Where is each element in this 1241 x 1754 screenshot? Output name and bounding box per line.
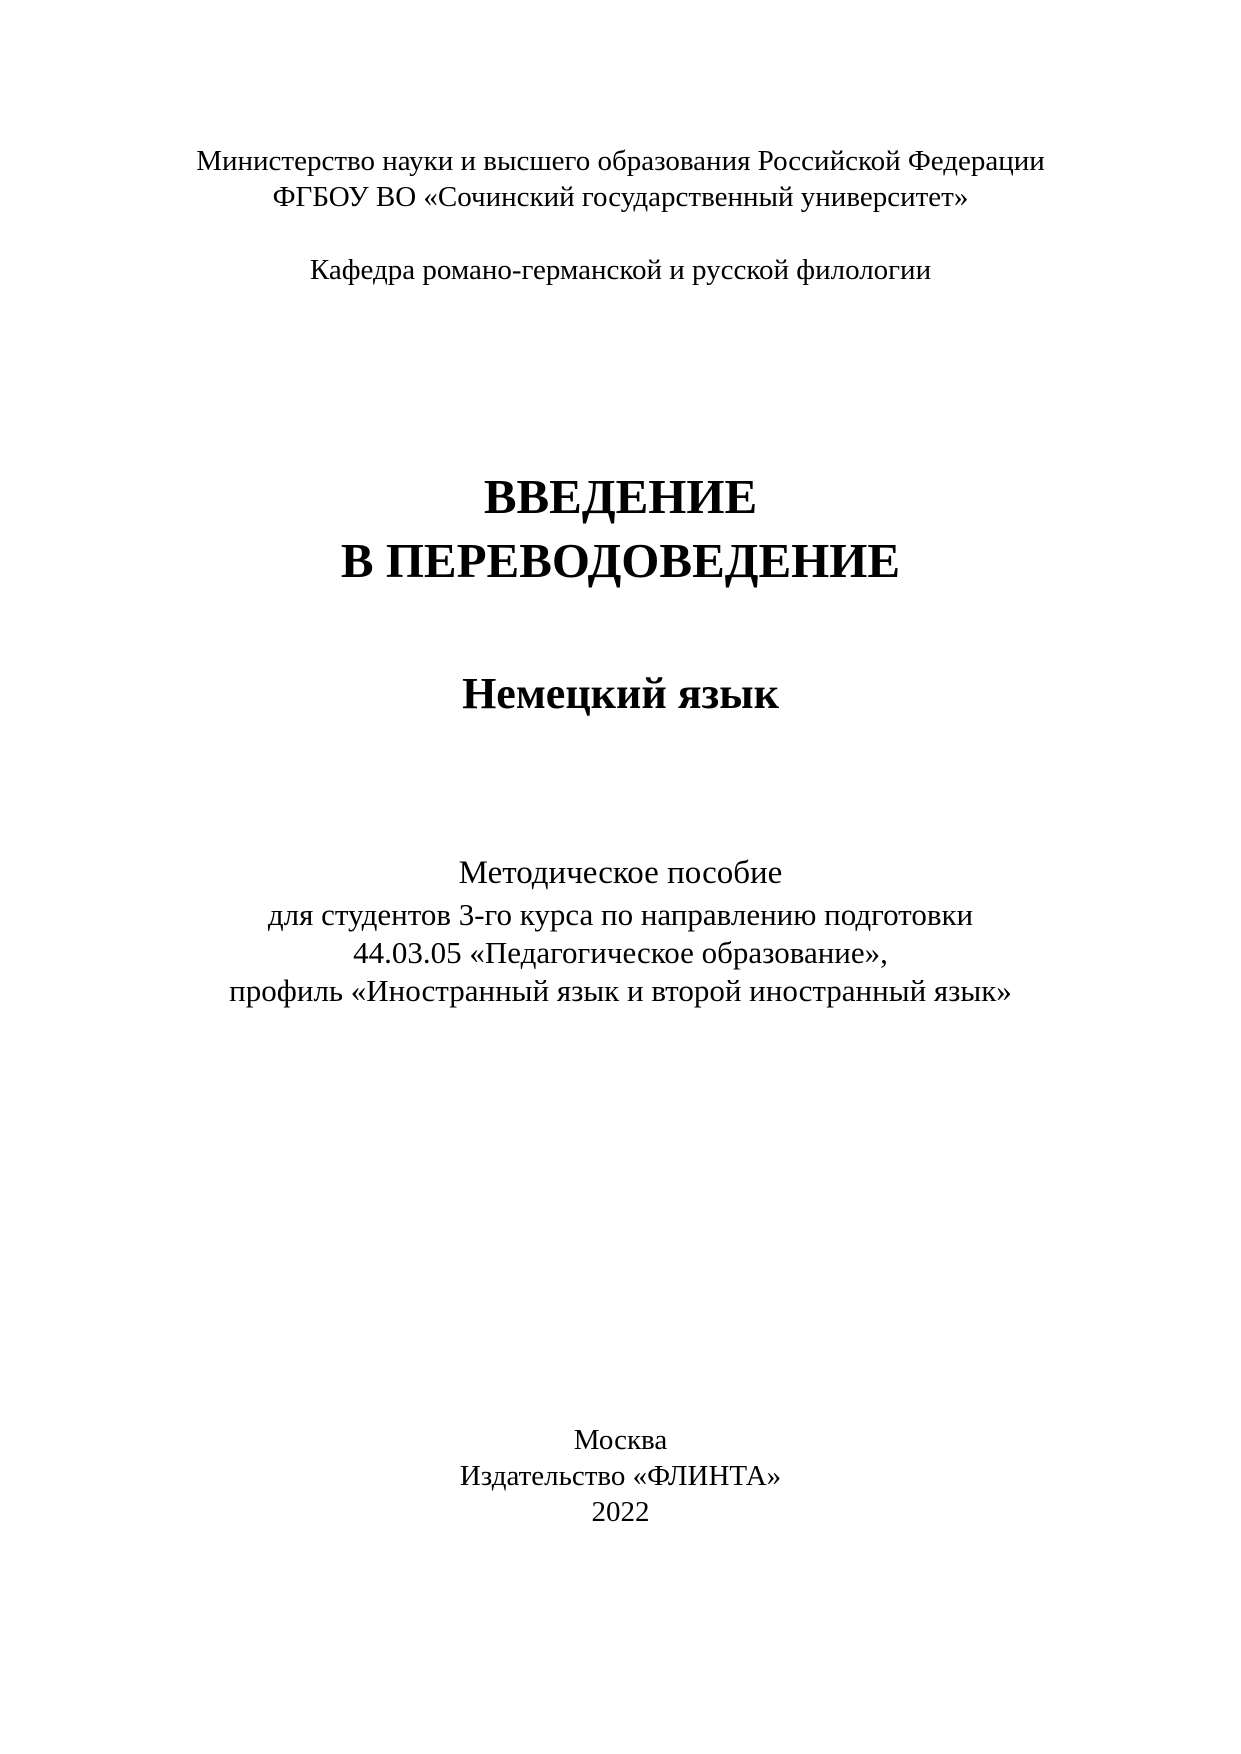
university-line: ФГБОУ ВО «Сочинский государственный университет» — [272, 181, 969, 213]
imprint-year: 2022 — [591, 1496, 650, 1528]
department-line: Кафедра романо-германской и русской филологии — [309, 254, 932, 286]
book-title — [0, 465, 1241, 593]
book-subtitle — [0, 666, 1241, 722]
description-profile: профиль «Иностранный язык и второй иностранный язык» — [229, 973, 1012, 1008]
description-program: 44.03.05 «Педагогическое образование», — [353, 935, 888, 970]
imprint-block — [0, 1422, 1241, 1530]
book-description — [0, 850, 1241, 1010]
institution-header — [0, 143, 1241, 215]
imprint-city: Москва — [573, 1424, 668, 1456]
title-line-2: В ПЕРЕВОДОВЕДЕНИЕ — [340, 533, 901, 588]
description-type: Методическое пособие — [458, 855, 783, 891]
title-line-1: ВВЕДЕНИЕ — [483, 469, 758, 524]
description-audience: для студентов 3-го курса по направлению подготовки — [267, 897, 974, 932]
imprint-publisher: Издательство «ФЛИНТА» — [459, 1460, 782, 1492]
department-block — [0, 252, 1241, 288]
ministry-line: Министерство науки и высшего образования Российской Федерации — [196, 145, 1045, 177]
subtitle-line: Немецкий язык — [462, 669, 779, 718]
